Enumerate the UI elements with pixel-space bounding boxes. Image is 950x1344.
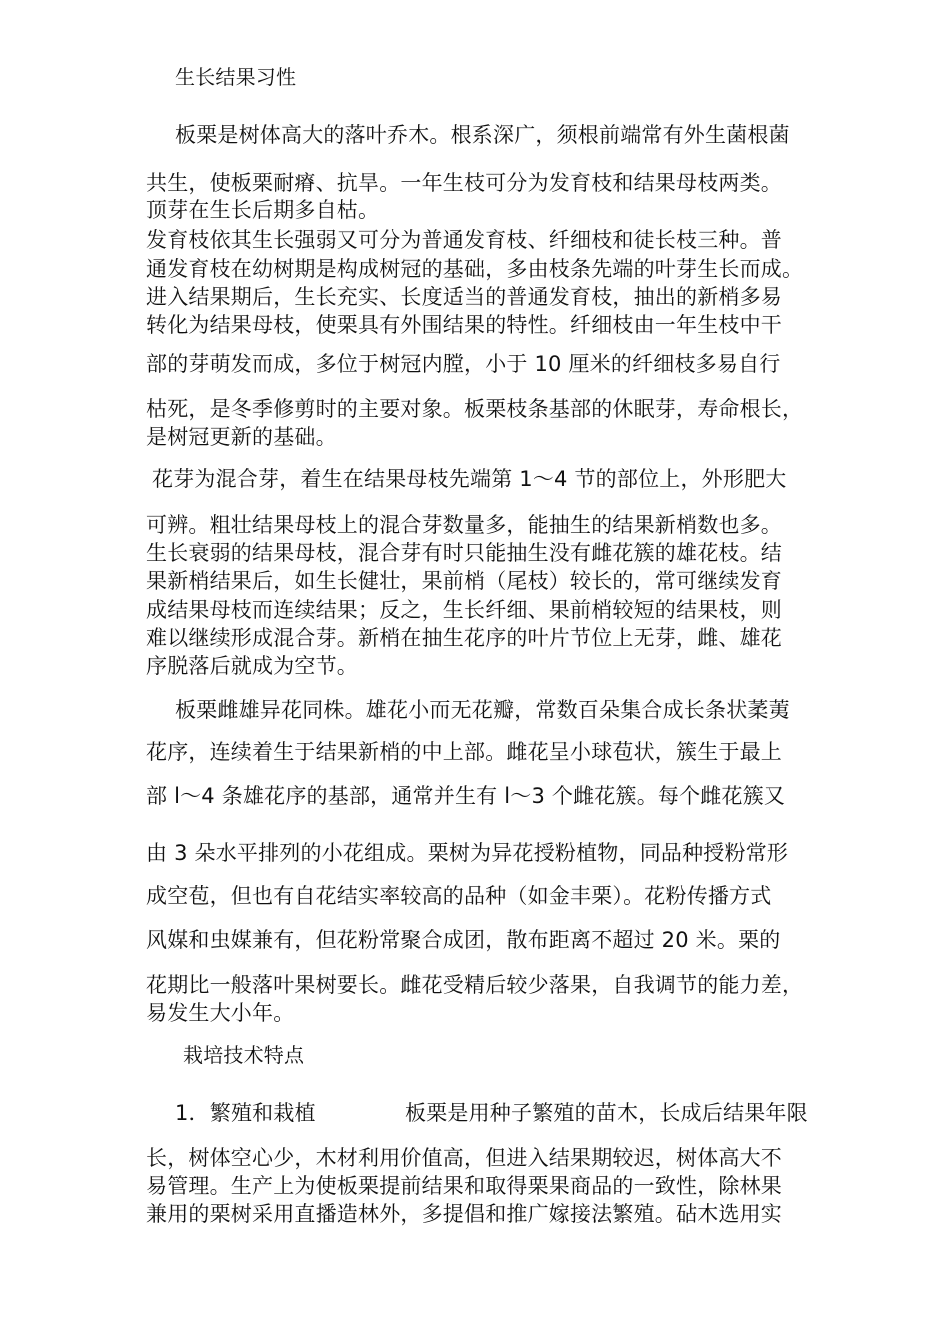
text-line: 顶芽在生长后期多自枯。	[146, 198, 380, 222]
section1-label: 1．繁殖和栽植	[175, 1101, 316, 1125]
text-line: 果新梢结果后，如生长健壮，果前梢（尾枝）较长的，常可继续发育	[146, 569, 782, 593]
text-line: 由 3 朵水平排列的小花组成。栗树为异花授粉植物，同品种授粉常形	[146, 841, 789, 865]
text-line: 进入结果期后，生长充实、长度适当的普通发育枝，抽出的新梢多易	[146, 285, 782, 309]
text-line: 兼用的栗树采用直播造林外，多提倡和推广嫁接法繁殖。砧木选用实	[146, 1202, 782, 1226]
text-line: 是树冠更新的基础。	[146, 425, 337, 449]
text-line: 易发生大小年。	[146, 1001, 295, 1025]
text-line: 部的芽萌发而成，多位于树冠内膛，小于 10 厘米的纤细枝多易自行	[146, 352, 781, 376]
text-line: 板栗是用种子繁殖的苗木，长成后结果年限	[405, 1101, 808, 1125]
text-line: 花序，连续着生于结果新梢的中上部。雌花呈小球苞状，簇生于最上	[146, 740, 782, 764]
text-line: 共生，使板栗耐瘠、抗旱。一年生枝可分为发育枝和结果母枝两类。	[146, 171, 782, 195]
heading-growth-habits: 生长结果习性	[175, 65, 297, 89]
text-line: 序脱落后就成为空节。	[146, 654, 358, 678]
text-line: 发育枝依其生长强弱又可分为普通发育枝、纤细枝和徒长枝三种。普	[146, 228, 782, 252]
text-line: 难以继续形成混合芽。新梢在抽生花序的叶片节位上无芽，雌、雄花	[146, 626, 782, 650]
text-line: 花芽为混合芽，着生在结果母枝先端第 1～4 节的部位上，外形肥大	[152, 467, 787, 491]
text-line: 成空苞，但也有自花结实率较高的品种（如金丰栗）。花粉传播方式	[146, 884, 772, 908]
heading-cultivation: 栽培技术特点	[183, 1043, 305, 1067]
text-line: 成结果母枝而连续结果；反之，生长纤细、果前梢较短的结果枝，则	[146, 598, 782, 622]
text-line: 风媒和虫媒兼有，但花粉常聚合成团，散布距离不超过 20 米。栗的	[146, 928, 781, 952]
text-line: 通发育枝在幼树期是构成树冠的基础，多由枝条先端的叶芽生长而成。	[146, 257, 804, 281]
text-line: 板栗雌雄异花同株。雄花小而无花瓣，常数百朵集合成长条状葇荑	[175, 698, 790, 722]
text-line: 长，树体空心少，木材利用价值高，但进入结果期较迟，树体高大不	[146, 1146, 782, 1170]
text-line: 板栗是树体高大的落叶乔木。根系深广，须根前端常有外生菌根菌	[175, 123, 790, 147]
text-line: 枯死，是冬季修剪时的主要对象。板栗枝条基部的休眠芽，寿命根长，	[146, 397, 804, 421]
text-line: 可辨。粗壮结果母枝上的混合芽数量多，能抽生的结果新梢数也多。	[146, 513, 782, 537]
text-line: 部 l～4 条雄花序的基部，通常并生有 l～3 个雌花簇。每个雌花簇又	[146, 784, 786, 808]
text-line: 生长衰弱的结果母枝，混合芽有时只能抽生没有雌花簇的雄花枝。结	[146, 541, 782, 565]
text-line: 转化为结果母枝，使栗具有外围结果的特性。纤细枝由一年生枝中干	[146, 313, 782, 337]
text-line: 易管理。生产上为使板栗提前结果和取得栗果商品的一致性，除林果	[146, 1174, 782, 1198]
text-line: 花期比一般落叶果树要长。雌花受精后较少落果，自我调节的能力差，	[146, 973, 804, 997]
